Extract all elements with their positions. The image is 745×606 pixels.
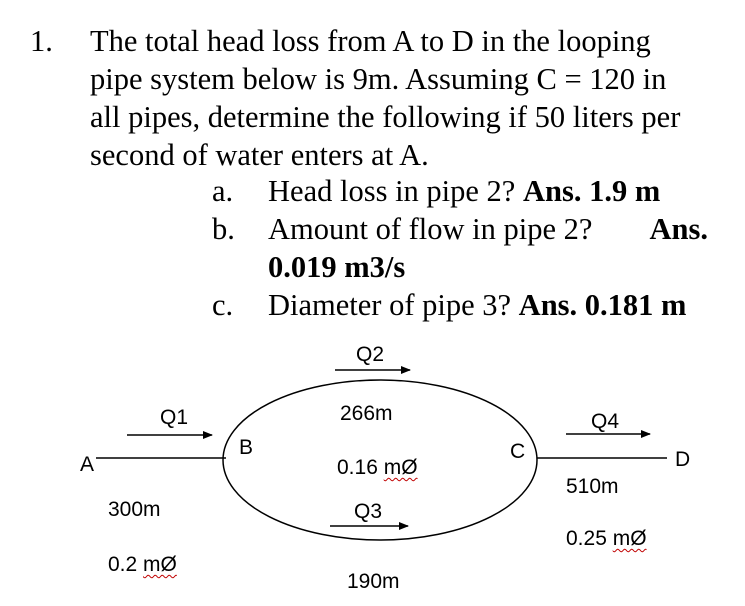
problem-line-3: all pipes, determine the following if 50 liters per	[90, 100, 681, 134]
pipe-1-diameter: 0.2 mØ	[108, 553, 177, 576]
problem-line-2: pipe system below is 9m. Assuming C = 120 in	[90, 62, 667, 96]
q1-label: Q1	[160, 406, 189, 429]
item-a-text: Head loss in pipe 2?	[268, 174, 516, 208]
item-b-answer-2: 0.019 m3/s	[268, 250, 406, 284]
item-c-letter: c.	[212, 288, 234, 322]
item-a-letter: a.	[212, 174, 234, 208]
item-b-answer: Ans.	[649, 212, 708, 246]
problem-line-4: second of water enters at A.	[90, 138, 429, 172]
item-c-text: Diameter of pipe 3?	[268, 288, 512, 322]
node-a: A	[80, 453, 95, 476]
q2-label: Q2	[356, 343, 385, 366]
q3-label: Q3	[354, 500, 383, 523]
item-a-answer: Ans. 1.9 m	[522, 174, 661, 208]
pipe-2-diameter: 0.16 mØ	[337, 456, 418, 479]
node-b: B	[239, 436, 254, 459]
pipe-4-length: 510m	[566, 475, 619, 498]
node-c: C	[510, 440, 526, 463]
item-b-text: Amount of flow in pipe 2?	[268, 212, 593, 246]
q4-label: Q4	[591, 410, 620, 433]
problem-number: 1.	[30, 24, 53, 58]
pipe-4-diameter: 0.25 mØ	[566, 527, 647, 550]
pipe-2-length: 266m	[340, 402, 393, 425]
item-b-letter: b.	[212, 212, 235, 246]
pipe-3-length: 190m	[347, 570, 400, 593]
pipe-1-length: 300m	[108, 498, 161, 521]
problem-line-1: The total head loss from A to D in the looping	[90, 24, 651, 58]
node-d: D	[675, 448, 691, 471]
item-c-answer: Ans. 0.181 m	[518, 288, 687, 322]
